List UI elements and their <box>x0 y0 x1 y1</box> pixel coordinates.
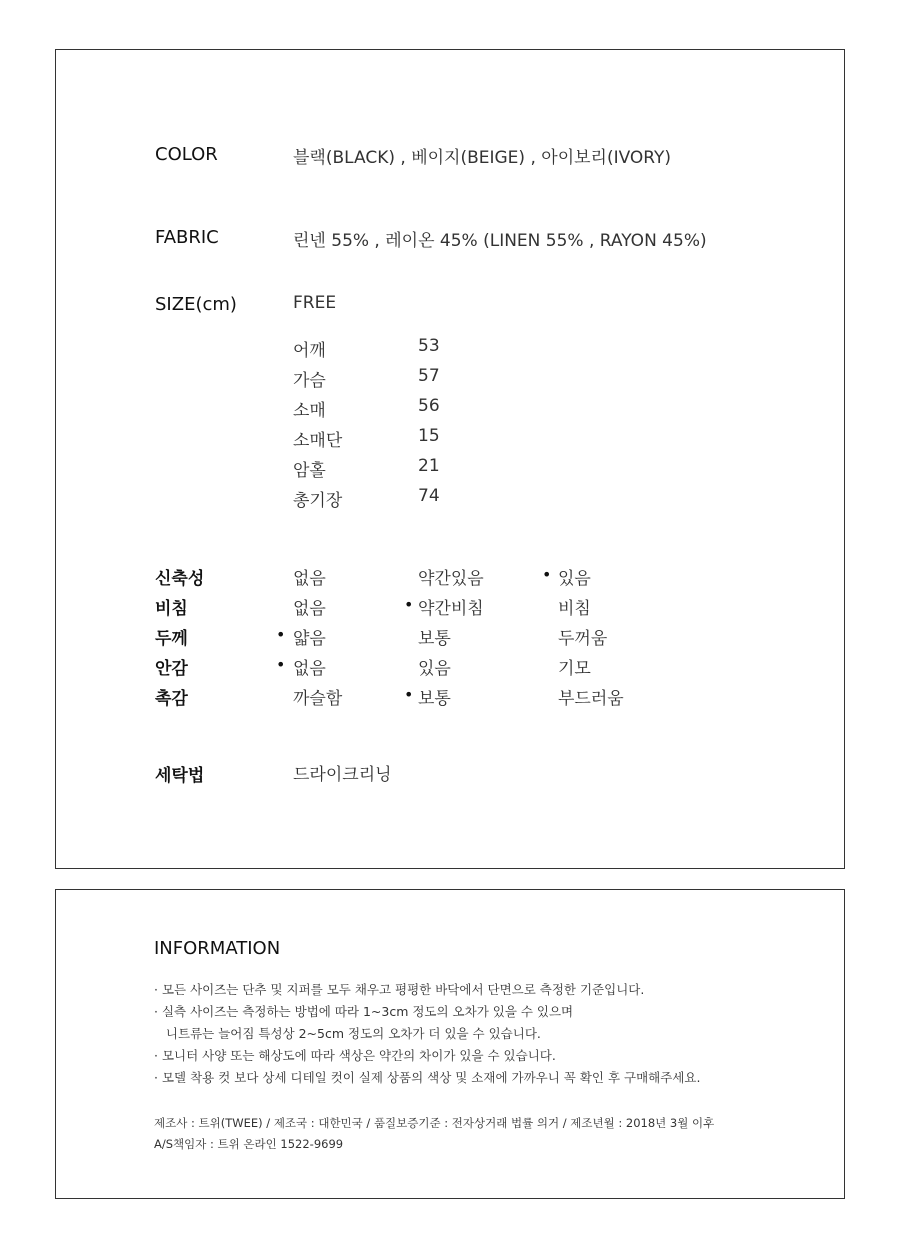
measurement-value: 21 <box>418 456 440 476</box>
information-note: · 모든 사이즈는 단추 및 지퍼를 모두 채우고 평평한 바닥에서 단면으로 측정한 기준입니다. <box>154 982 645 997</box>
measurement-value: 57 <box>418 366 440 386</box>
selected-dot-icon: • <box>276 655 286 674</box>
size-value: FREE <box>293 293 337 313</box>
attribute-option-selected: 보통 <box>418 689 451 709</box>
measurement-name: 총기장 <box>293 491 343 511</box>
as-contact-info: A/S책임자 : 트위 온라인 1522-9699 <box>154 1137 344 1151</box>
selected-dot-icon: • <box>542 565 552 584</box>
attribute-option: 기모 <box>558 659 591 679</box>
attribute-label: 신축성 <box>155 569 205 589</box>
information-title: INFORMATION <box>154 938 281 959</box>
attribute-option: 없음 <box>293 599 326 619</box>
measurement-value: 53 <box>418 336 440 356</box>
measurement-value: 15 <box>418 426 440 446</box>
color-label: COLOR <box>155 144 218 165</box>
information-panel <box>55 889 845 1199</box>
attribute-label: 두께 <box>155 629 188 649</box>
measurement-name: 가슴 <box>293 371 326 391</box>
attribute-option: 약간있음 <box>418 569 484 589</box>
attribute-label: 비침 <box>155 599 188 619</box>
attribute-option: 까슬함 <box>293 689 343 709</box>
measurement-name: 소매단 <box>293 431 343 451</box>
attribute-option-selected: 얇음 <box>293 629 326 649</box>
attribute-label: 안감 <box>155 659 188 679</box>
attribute-option-selected: 있음 <box>558 569 591 589</box>
attribute-option: 두꺼움 <box>558 629 608 649</box>
fabric-label: FABRIC <box>155 227 219 248</box>
measurement-name: 암홀 <box>293 461 326 481</box>
attribute-option: 부드러움 <box>558 689 624 709</box>
selected-dot-icon: • <box>404 595 414 614</box>
information-note: 니트류는 늘어짐 특성상 2~5cm 정도의 오차가 더 있을 수 있습니다. <box>154 1026 541 1041</box>
information-note: · 실측 사이즈는 측정하는 방법에 따라 1~3cm 정도의 오차가 있을 수 있으며 <box>154 1004 574 1019</box>
selected-dot-icon: • <box>404 685 414 704</box>
color-value: 블랙(BLACK) , 베이지(BEIGE) , 아이보리(IVORY) <box>293 148 672 168</box>
attribute-option: 비침 <box>558 599 591 619</box>
fabric-value: 린넨 55% , 레이온 45% (LINEN 55% , RAYON 45%) <box>293 231 707 251</box>
care-value: 드라이크리닝 <box>293 765 392 785</box>
information-note: · 모델 착용 컷 보다 상세 디테일 컷이 실제 상품의 색상 및 소재에 가까우니 꼭 확인 후 구매해주세요. <box>154 1070 701 1085</box>
spec-panel <box>55 49 845 869</box>
attribute-option: 있음 <box>418 659 451 679</box>
measurement-value: 74 <box>418 486 440 506</box>
manufacturer-info: 제조사 : 트위(TWEE) / 제조국 : 대한민국 / 품질보증기준 : 전자상거래 법률 의거 / 제조년월 : 2018년 3월 이후 <box>154 1116 715 1130</box>
measurement-value: 56 <box>418 396 440 416</box>
attribute-option-selected: 없음 <box>293 659 326 679</box>
attribute-option: 보통 <box>418 629 451 649</box>
attribute-option: 없음 <box>293 569 326 589</box>
attribute-label: 촉감 <box>155 689 188 709</box>
selected-dot-icon: • <box>276 625 286 644</box>
size-label: SIZE(cm) <box>155 294 237 315</box>
attribute-option-selected: 약간비침 <box>418 599 484 619</box>
measurement-name: 어깨 <box>293 341 326 361</box>
measurement-name: 소매 <box>293 401 326 421</box>
information-note: · 모니터 사양 또는 해상도에 따라 색상은 약간의 차이가 있을 수 있습니다. <box>154 1048 556 1063</box>
care-label: 세탁법 <box>155 766 205 786</box>
